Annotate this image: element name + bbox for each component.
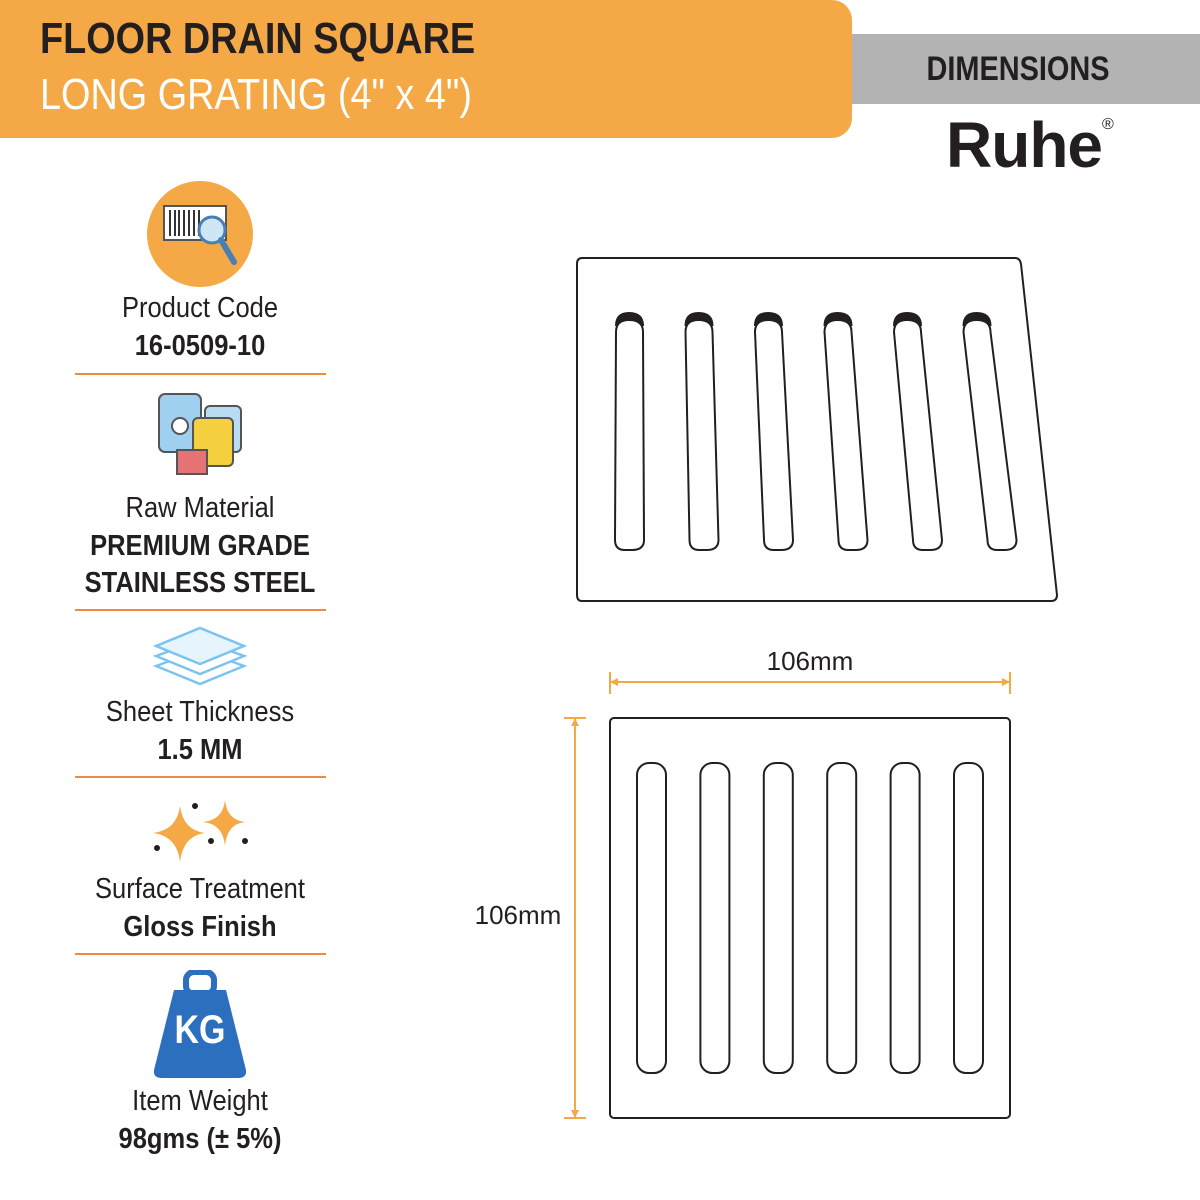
divider — [75, 609, 326, 611]
raw-material-label: Raw Material — [125, 492, 275, 524]
slot — [685, 312, 719, 550]
slot — [954, 763, 983, 1073]
sheet-layers-icon — [152, 624, 248, 690]
sheet-thickness-label: Sheet Thickness — [105, 696, 295, 728]
slot — [827, 763, 856, 1073]
slot — [764, 763, 793, 1073]
sparkles-icon — [145, 796, 255, 866]
dimensions-label: DIMENSIONS — [926, 50, 1110, 88]
product-code-label: Product Code — [121, 292, 279, 324]
weight-icon — [152, 970, 248, 1080]
surface-treatment-label: Surface Treatment — [95, 873, 305, 905]
title-line2: LONG GRATING (4" x 4") — [40, 70, 472, 119]
slot — [700, 763, 729, 1073]
grating-perspective-drawing — [560, 250, 1080, 620]
raw-material-value-line2: STAINLESS STEEL — [84, 567, 316, 599]
brand-name: Ruhe — [946, 109, 1102, 181]
raw-material-value-line1: PREMIUM GRADE — [90, 530, 310, 562]
grating-front-drawing — [600, 710, 1020, 1130]
width-dimension-label: 106mm — [766, 646, 854, 676]
slot — [615, 312, 644, 550]
height-dimension-label: 106mm — [474, 900, 562, 930]
raw-material-cans-icon — [155, 388, 245, 478]
barcode-search-icon — [146, 180, 254, 288]
slot — [891, 763, 920, 1073]
surface-treatment-value: Gloss Finish — [123, 911, 277, 943]
item-weight-value: 98gms (± 5%) — [118, 1123, 282, 1155]
item-weight-label: Item Weight — [132, 1085, 268, 1117]
divider — [75, 776, 326, 778]
brand-logo — [946, 108, 1113, 182]
slot — [637, 763, 666, 1073]
registered-mark: ® — [1102, 116, 1113, 133]
weight-icon-text: KG — [174, 1008, 226, 1052]
product-code-value: 16-0509-10 — [134, 330, 266, 362]
divider — [75, 373, 326, 375]
sheet-thickness-value: 1.5 MM — [157, 734, 243, 766]
title-line1: FLOOR DRAIN SQUARE — [40, 14, 476, 63]
divider — [75, 953, 326, 955]
